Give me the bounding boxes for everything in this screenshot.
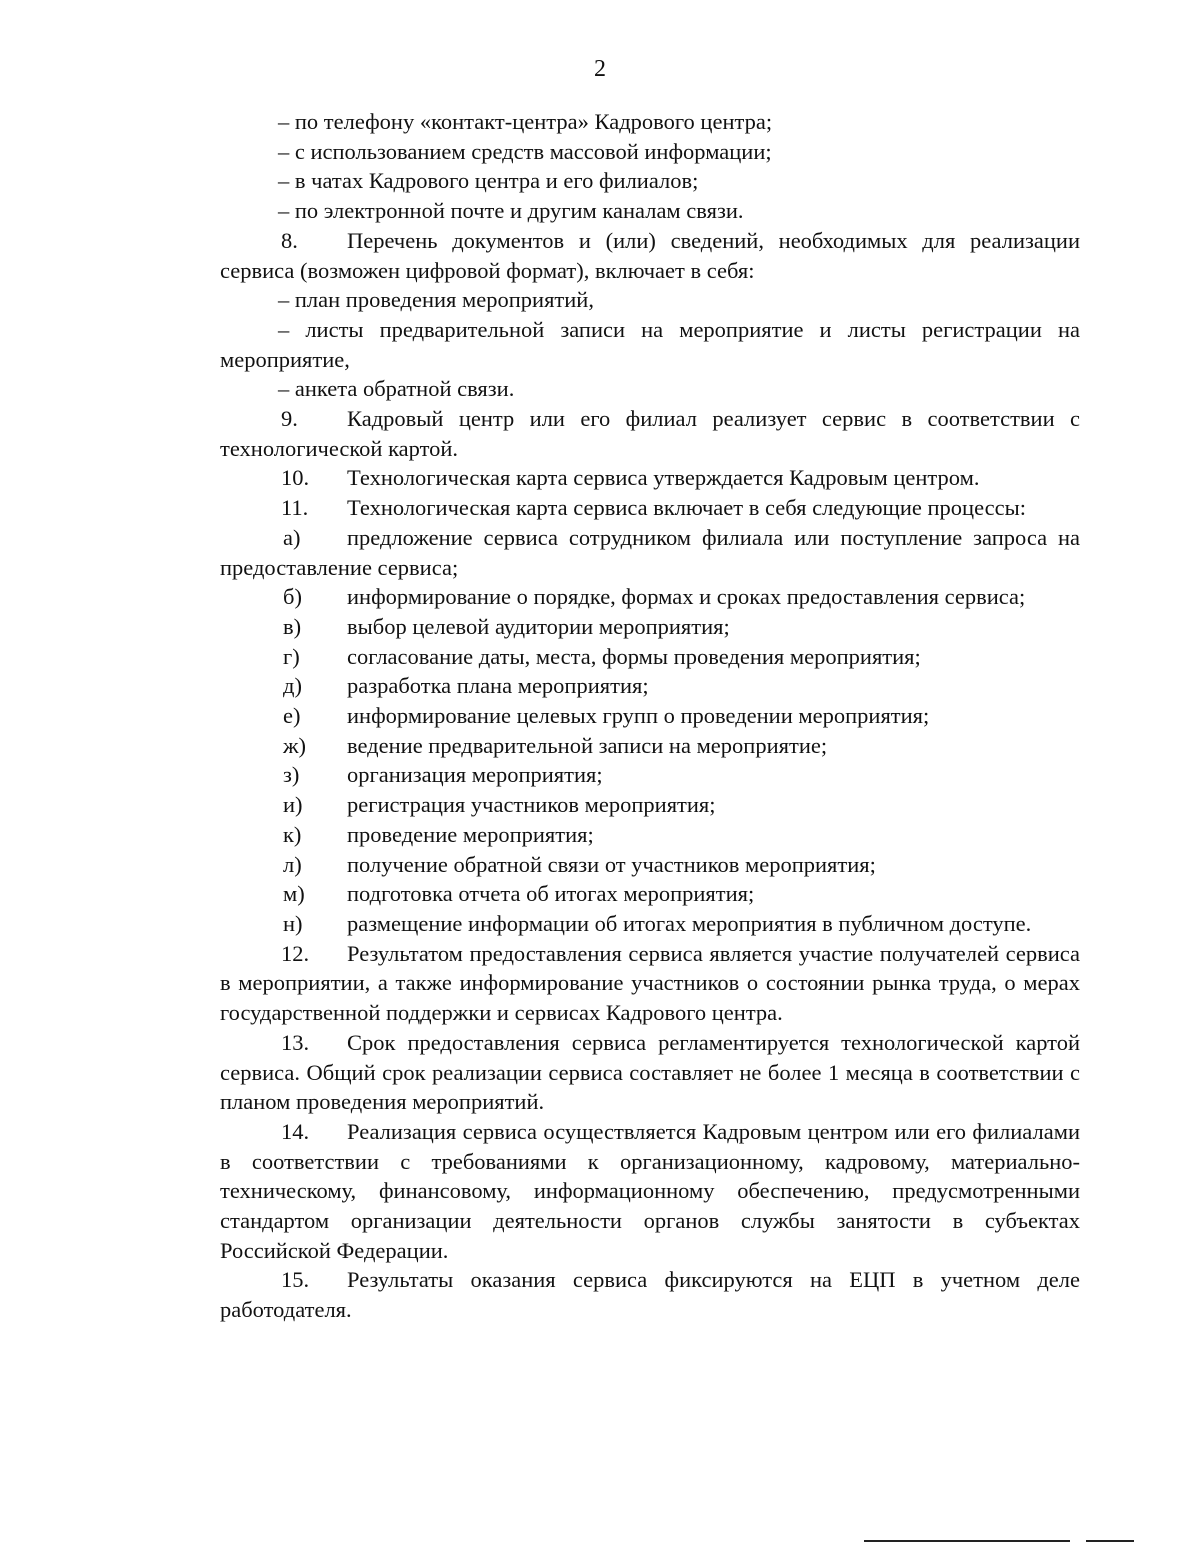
item-letter: м) <box>283 881 305 907</box>
process-item-b <box>220 582 1080 612</box>
paragraph-text: Технологическая карта сервиса включает в себя следующие процессы: <box>347 495 1026 521</box>
channel-item-email: – по электронной почте и другим каналам связи. <box>278 198 744 224</box>
process-item-e <box>220 701 1080 731</box>
paragraph-10 <box>220 463 1080 493</box>
paragraph-12 <box>220 939 1080 1028</box>
item-text: выбор целевой аудитории мероприятия; <box>347 613 730 639</box>
process-item-k <box>220 820 1080 850</box>
paragraph-number: 13. <box>281 1029 310 1055</box>
item-letter: в) <box>283 613 302 639</box>
item-letter: з) <box>283 762 300 788</box>
item-letter: е) <box>283 703 301 729</box>
item-letter: л) <box>283 851 302 877</box>
item-text: получение обратной связи от участников мероприятия; <box>347 851 876 877</box>
document-body <box>220 107 1080 1325</box>
item-text: разработка плана мероприятия; <box>347 673 649 699</box>
item-text: подготовка отчета об итогах мероприятия; <box>347 881 755 907</box>
paragraph-text: Результаты оказания сервиса фиксируются на ЕЦП в учетном деле работодателя. <box>220 1267 1080 1323</box>
item-text: проведение мероприятия; <box>347 821 594 847</box>
paragraph-text: Технологическая карта сервиса утверждается Кадровым центром. <box>347 465 980 491</box>
footer-line-short <box>1086 1540 1134 1542</box>
channel-item-phone: – по телефону «контакт-центра» Кадрового центра; <box>278 109 773 134</box>
paragraph-number: 14. <box>281 1118 310 1144</box>
paragraph-text: Реализация сервиса осуществляется Кадровым центром или его филиалами в соответствии с требованиями к организационному, кадровому, материально-техническому, финансовому, информационному обеспечению, предусмотренными стандартом организации деятельности органов службы занятости в субъектах Российской Федерации. <box>220 1118 1080 1263</box>
item-text: регистрация участников мероприятия; <box>347 792 716 818</box>
item-letter: ж) <box>283 732 307 758</box>
paragraph-15 <box>220 1265 1080 1324</box>
paragraph-number: 9. <box>281 406 298 432</box>
item-text: согласование даты, места, формы проведения мероприятия; <box>347 643 921 669</box>
document-item-survey: – анкета обратной связи. <box>278 376 515 402</box>
item-text: организация мероприятия; <box>347 762 603 788</box>
process-item-l <box>220 850 1080 880</box>
page-number: 2 <box>594 56 606 82</box>
paragraph-number: 12. <box>281 940 310 966</box>
paragraph-number: 10. <box>281 465 310 491</box>
process-item-n <box>220 909 1080 939</box>
channel-item-chats: – в чатах Кадрового центра и его филиалов; <box>278 168 699 194</box>
process-item-zh <box>220 731 1080 761</box>
process-item-v <box>220 612 1080 642</box>
footer-divider <box>864 1540 1134 1542</box>
process-item-i <box>220 790 1080 820</box>
paragraph-14 <box>220 1117 1080 1266</box>
footer-line-long <box>864 1540 1070 1542</box>
process-item-d <box>220 671 1080 701</box>
item-letter: н) <box>283 910 303 936</box>
paragraph-number: 11. <box>281 495 309 521</box>
document-item-lists: – листы предварительной записи на мероприятие и листы регистрации на мероприятие, <box>220 316 1080 372</box>
process-item-z <box>220 760 1080 790</box>
item-text: информирование о порядке, формах и сроках предоставления сервиса; <box>347 584 1026 610</box>
item-letter: г) <box>283 643 300 669</box>
paragraph-11 <box>220 493 1080 523</box>
item-letter: д) <box>283 673 302 699</box>
paragraph-text: Срок предоставления сервиса регламентируется технологической картой сервиса. Общий срок реализации сервиса составляет не более 1 месяца в соответствии с планом проведения мероприятий. <box>220 1029 1080 1115</box>
paragraph-8 <box>220 226 1080 285</box>
item-text: размещение информации об итогах мероприятия в публичном доступе. <box>347 910 1032 936</box>
item-text: информирование целевых групп о проведении мероприятия; <box>347 703 930 729</box>
channel-item-media: – с использованием средств массовой информации; <box>278 138 772 164</box>
paragraph-number: 8. <box>281 227 298 253</box>
process-item-g <box>220 642 1080 672</box>
item-text: предложение сервиса сотрудником филиала или поступление запроса на предоставление сервиса; <box>220 524 1080 580</box>
paragraph-text: Кадровый центр или его филиал реализует сервис в соответствии с технологической картой. <box>220 406 1080 461</box>
paragraph-13 <box>220 1028 1080 1117</box>
paragraph-number: 15. <box>281 1267 310 1293</box>
item-letter: б) <box>283 584 302 610</box>
paragraph-text: Перечень документов и (или) сведений, необходимых для реализации сервиса (возможен цифровой формат), включает в себя: <box>220 227 1080 283</box>
process-item-a <box>220 523 1080 582</box>
item-letter: к) <box>283 821 302 847</box>
item-text: ведение предварительной записи на мероприятие; <box>347 732 828 758</box>
item-letter: и) <box>283 792 303 818</box>
item-letter: а) <box>283 524 301 550</box>
document-item-plan: – план проведения мероприятий, <box>278 287 594 313</box>
paragraph-text: Результатом предоставления сервиса является участие получателей сервиса в мероприятии, а также информирование участников о состоянии рынка труда, о мерах государственной поддержки и сервисах Кадрового центра. <box>220 940 1080 1026</box>
process-item-m <box>220 879 1080 909</box>
paragraph-9 <box>220 404 1080 463</box>
